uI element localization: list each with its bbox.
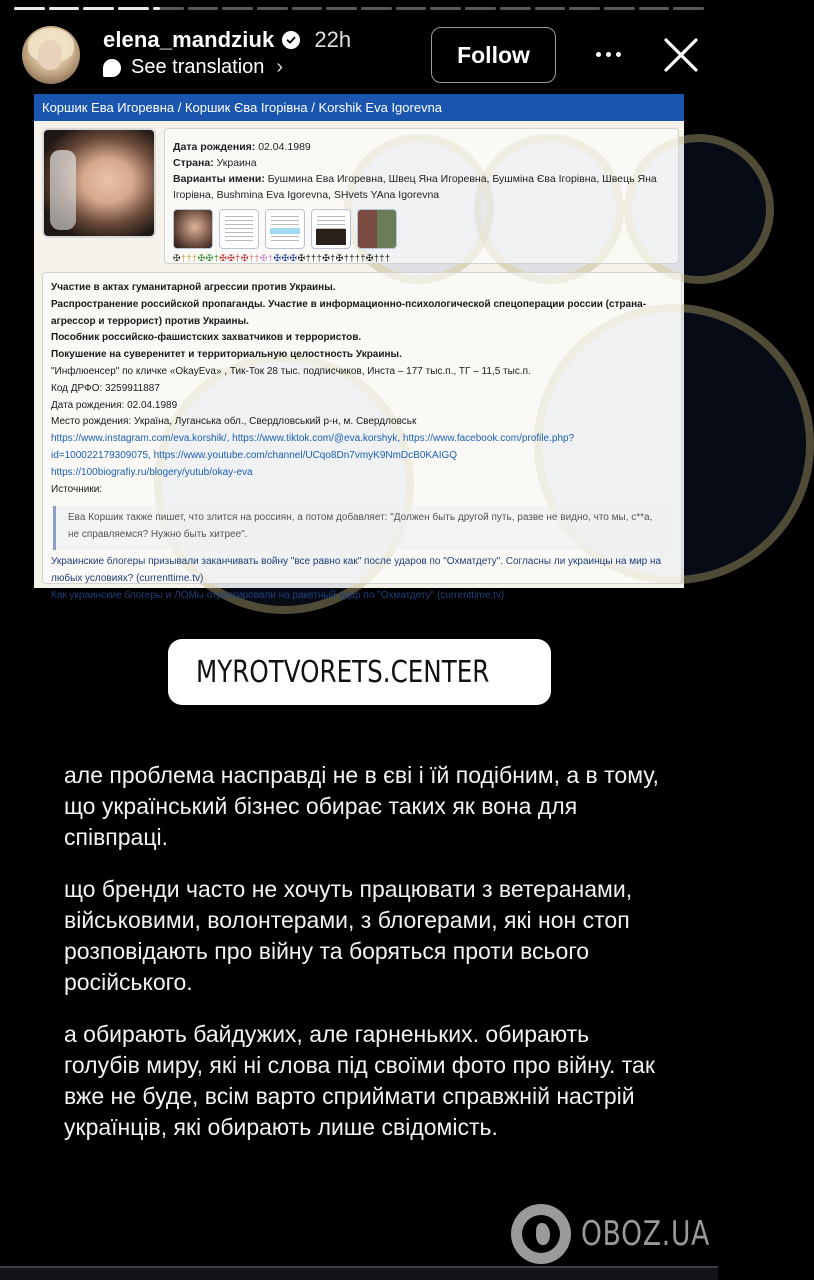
accusation-line: Участие в актах гуманитарной агрессии против Украины. (51, 282, 336, 293)
progress-segment (535, 7, 566, 10)
story-header (0, 22, 718, 88)
quote-block (53, 506, 673, 550)
caption-paragraph: що бренди часто не хочуть працювати з ветеранами, військовими, волонтерами, з блогерами, які нон стоп розповідають про війну та боряться проти всього російського. (64, 876, 633, 995)
photo-thumbnails (173, 209, 670, 249)
username-row (103, 27, 351, 53)
link-sticker-label: MYROTVORETS.CENTER (196, 654, 490, 690)
progress-segment (188, 7, 219, 10)
close-icon[interactable] (660, 34, 702, 76)
aliases-line: Варианты имени: Бушмина Ева Игоревна, Швец Яна Игоревна, Бушміна Єва Ігорівна, Швець Яна Ігорівна, Bushmina Eva Igorevna, SHvets YAna Igorevna (173, 173, 657, 201)
watermark-label: OBOZ.UA (581, 1214, 711, 1254)
myrotvorets-screenshot (34, 94, 684, 601)
dob-line: Дата рождения: 02.04.1989 (173, 141, 311, 153)
progress-segment (222, 7, 253, 10)
thumbnail-collage (357, 209, 397, 249)
country-line: Страна: Украина (173, 157, 257, 169)
info-line: Код ДРФО: 3259911887 (51, 382, 160, 394)
post-time: 22h (314, 27, 352, 52)
avatar-face (38, 40, 62, 70)
progress-segment (430, 7, 461, 10)
progress-segment (326, 7, 357, 10)
progress-segment (639, 7, 670, 10)
info-line: Место рождения: Україна, Луганська обл., Свердловський р-н, м. Свердловськ (51, 416, 417, 428)
thumbnail-photo (173, 209, 213, 249)
thumbnail-document (265, 209, 305, 249)
bottom-bar (0, 1266, 718, 1280)
description-box (42, 272, 682, 601)
progress-segment (153, 7, 184, 10)
sources-label: Источники: (51, 483, 103, 495)
progress-segment (49, 7, 80, 10)
accusation-line: Распространение российской пропаганды. Участие в информационно-психологической спецоперации россии (страна-агрессор и террорист) против Украины. (51, 298, 647, 327)
source-link[interactable]: Украинские блогеры призывали заканчивать войну "все равно как" после ударов по "Охматдету". Согласны ли украинцы на мир на любых условиях? (currenttime.tv) (51, 555, 662, 584)
progress-segment (500, 7, 531, 10)
globe-icon (511, 1204, 571, 1264)
link-sticker[interactable] (168, 639, 551, 705)
username[interactable]: elena_mandziuk (103, 27, 275, 52)
more-options-icon[interactable] (590, 40, 626, 68)
profile-title: Коршик Ева Игоревна / Коршик Єва Ігорівна / Korshik Eva Igorevna (34, 94, 684, 121)
see-translation-button[interactable] (103, 56, 283, 79)
progress-segment (604, 7, 635, 10)
profile-photo (42, 128, 156, 238)
info-line: "Инфлюенсер" по кличке «OkayEva» , Тик-Ток 28 тыс. подписчиков, Инста – 177 тыс.п., ТГ – 11,5 тыс.п. (51, 365, 531, 377)
cross-icons-row: ✠†††✠✠†✠✠†✠††✠†✠✠✠✠†††✠†✠††††✠††† (173, 253, 391, 263)
thumbnail-document (311, 209, 351, 249)
chevron-right-icon: › (276, 56, 284, 78)
avatar[interactable] (22, 26, 80, 84)
accusation-line: Покушение на суверенитет и территориальную целостность Украины. (51, 349, 402, 361)
info-box (164, 128, 679, 264)
progress-segment (465, 7, 496, 10)
caption-paragraph: а обирають байдужих, але гарненьких. обирають голубів миру, які ні слова під своїми фото про війну. так вже не буде, всім варто сприймати справжній настрій українців, які обирають лише свідомість. (64, 1021, 655, 1140)
quote-text: Ева Коршик также пишет, что злится на россиян, а потом добавляет: "Должен быть другой путь, разве не видно, что мы, с**а, не справляемся? Нужно быть хитрее". (68, 512, 653, 541)
oboz-watermark (511, 1204, 747, 1264)
accusation-line: Пособник российско-фашистских захватчиков и террористов. (51, 332, 362, 344)
follow-button[interactable]: Follow (431, 27, 556, 83)
progress-segment (673, 7, 704, 10)
progress-segment (396, 7, 427, 10)
progress-segment (118, 7, 149, 10)
biography-link[interactable]: https://100biografiy.ru/blogery/yutub/okay-eva (51, 466, 253, 478)
progress-segment (257, 7, 288, 10)
progress-segment (83, 7, 114, 10)
caption-paragraph: але проблема насправді не в єві і їй подібним, а в тому, що український бізнес обирає таких як вона для співпраці. (64, 762, 659, 850)
thumbnail-document (219, 209, 259, 249)
progress-segment (569, 7, 600, 10)
see-translation-label: See translation (131, 56, 265, 78)
social-links[interactable]: https://www.instagram.com/eva.korshik/, https://www.tiktok.com/@eva.korshyk, https://www.facebook.com/profile.php?id=100022179309075, https://www.youtube.com/channel/UCqo8Dn7vmyK9NmDcB0KAIGQ (51, 433, 575, 461)
progress-segment (14, 7, 45, 10)
source-link[interactable]: Как украинские блогеры и ЛОМы отреагировали на ракетный удар по "Охматдету" (currenttime.tv) (51, 589, 505, 601)
progress-segment (361, 7, 392, 10)
info-line: Дата рождения: 02.04.1989 (51, 399, 178, 411)
speech-bubble-icon (103, 59, 121, 77)
verified-badge-icon (282, 31, 300, 49)
story-progress-bar (14, 7, 704, 11)
progress-segment (292, 7, 323, 10)
